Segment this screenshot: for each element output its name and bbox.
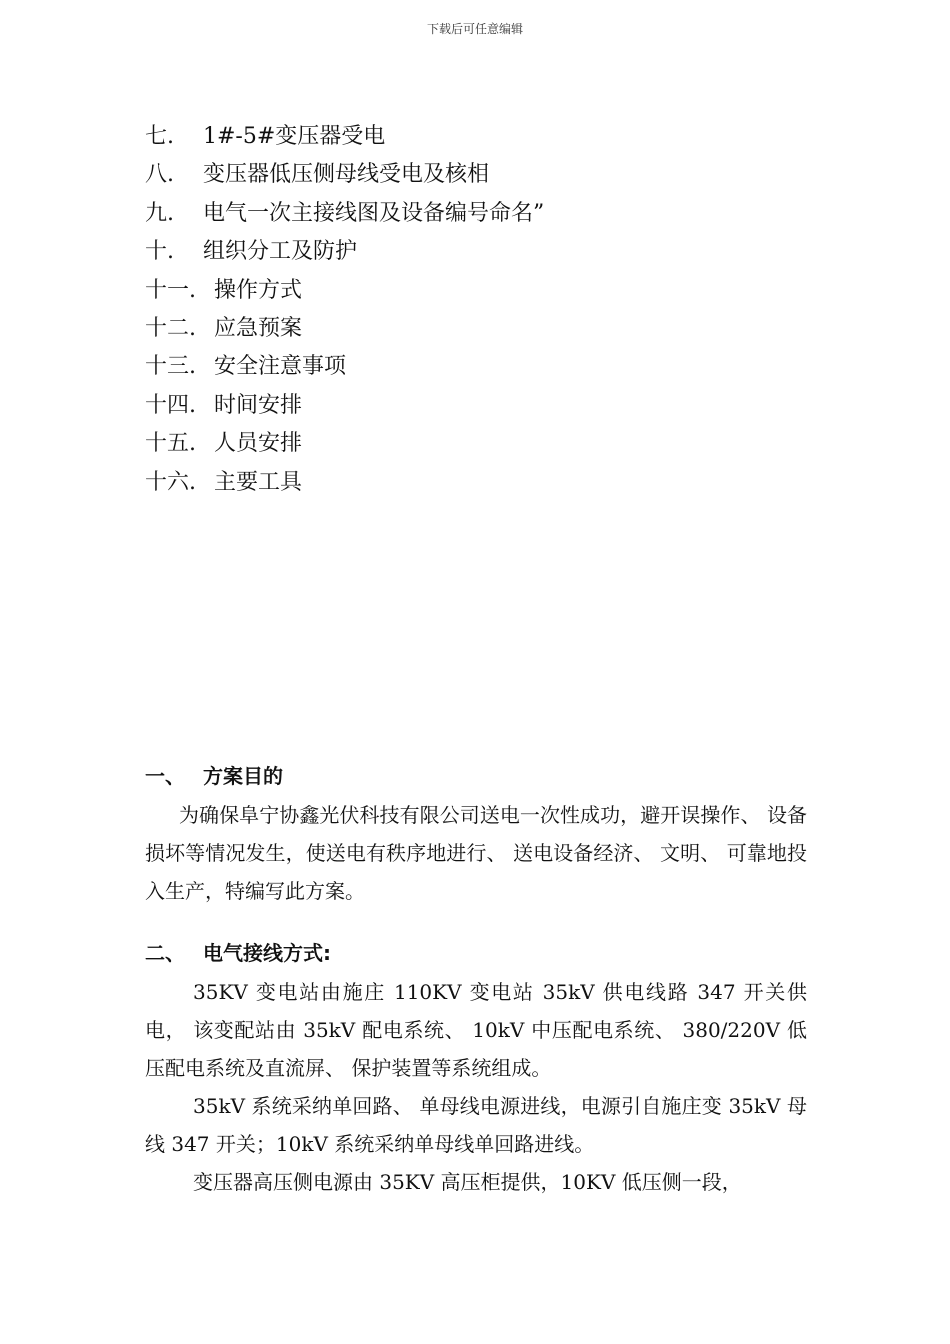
toc-item <box>145 156 805 194</box>
toc-item-text: 变压器低压侧母线受电及核相 <box>203 162 490 188</box>
toc-item-number: 八. <box>145 162 174 188</box>
section-heading-purpose <box>145 756 807 796</box>
toc-item-text: 电气一次主接线图及设备编号命名” <box>203 200 545 226</box>
toc-item-text: 主要工具 <box>214 469 303 495</box>
section-title: 方案目的 <box>203 764 283 788</box>
toc-item <box>145 118 805 156</box>
toc-item-text: 安全注意事项 <box>214 354 347 380</box>
page-header-note: 下载后可任意编辑 <box>426 22 523 36</box>
toc-item <box>145 195 805 233</box>
toc-item-number: 十六. <box>145 469 196 495</box>
toc-item <box>145 272 805 310</box>
body-paragraph: 变压器高压侧电源由 35KV 高压柜提供，10KV 低压侧一段， <box>193 1170 742 1194</box>
document-body <box>145 756 807 1201</box>
toc-item-number: 十. <box>145 239 174 265</box>
toc-item-text: 组织分工及防护 <box>203 239 358 265</box>
table-of-contents <box>145 118 805 502</box>
toc-item-number: 七. <box>145 124 174 149</box>
body-paragraph: 为确保阜宁协鑫光伏科技有限公司送电一次性成功，避开误操作、 设备损坏等情况发生，使送电有秩序地进行、 送电设备经济、 文明、 可靠地投入生产，特编写此方案。 <box>145 803 807 903</box>
toc-item-text: 应急预案 <box>214 315 303 341</box>
section-number: 一、 <box>145 764 185 788</box>
section-title: 电气接线方式: <box>203 941 331 965</box>
toc-item-text: 操作方式 <box>214 277 303 303</box>
toc-item <box>145 233 805 271</box>
toc-item-text: 1#-5#变压器受电 <box>203 124 386 149</box>
section-number: 二、 <box>145 941 185 965</box>
section-heading-wiring <box>145 933 807 973</box>
toc-item-number: 十五. <box>145 431 196 457</box>
toc-item <box>145 387 805 425</box>
toc-item-number: 十四. <box>145 392 196 418</box>
toc-item-number: 九. <box>145 200 174 226</box>
body-paragraph: 35kV 系统采纳单回路、 单母线电源进线，电源引自施庄变 35kV 母线 347 开关；10kV 系统采纳单母线单回路进线。 <box>145 1094 807 1156</box>
toc-item <box>145 464 805 502</box>
toc-item-number: 十二. <box>145 315 196 341</box>
toc-item-text: 人员安排 <box>214 431 303 457</box>
toc-item-text: 时间安排 <box>214 392 303 418</box>
toc-item-number: 十一. <box>145 277 196 303</box>
toc-item <box>145 310 805 348</box>
toc-item <box>145 348 805 386</box>
body-paragraph: 35KV 变电站由施庄 110KV 变电站 35kV 供电线路 347 开关供电， 该变配站由 35kV 配电系统、 10kV 中压配电系统、 380/220V 低压配电系统及直流屏、 保护装置等系统组成。 <box>145 980 807 1080</box>
toc-item <box>145 425 805 463</box>
toc-item-number: 十三. <box>145 354 196 380</box>
